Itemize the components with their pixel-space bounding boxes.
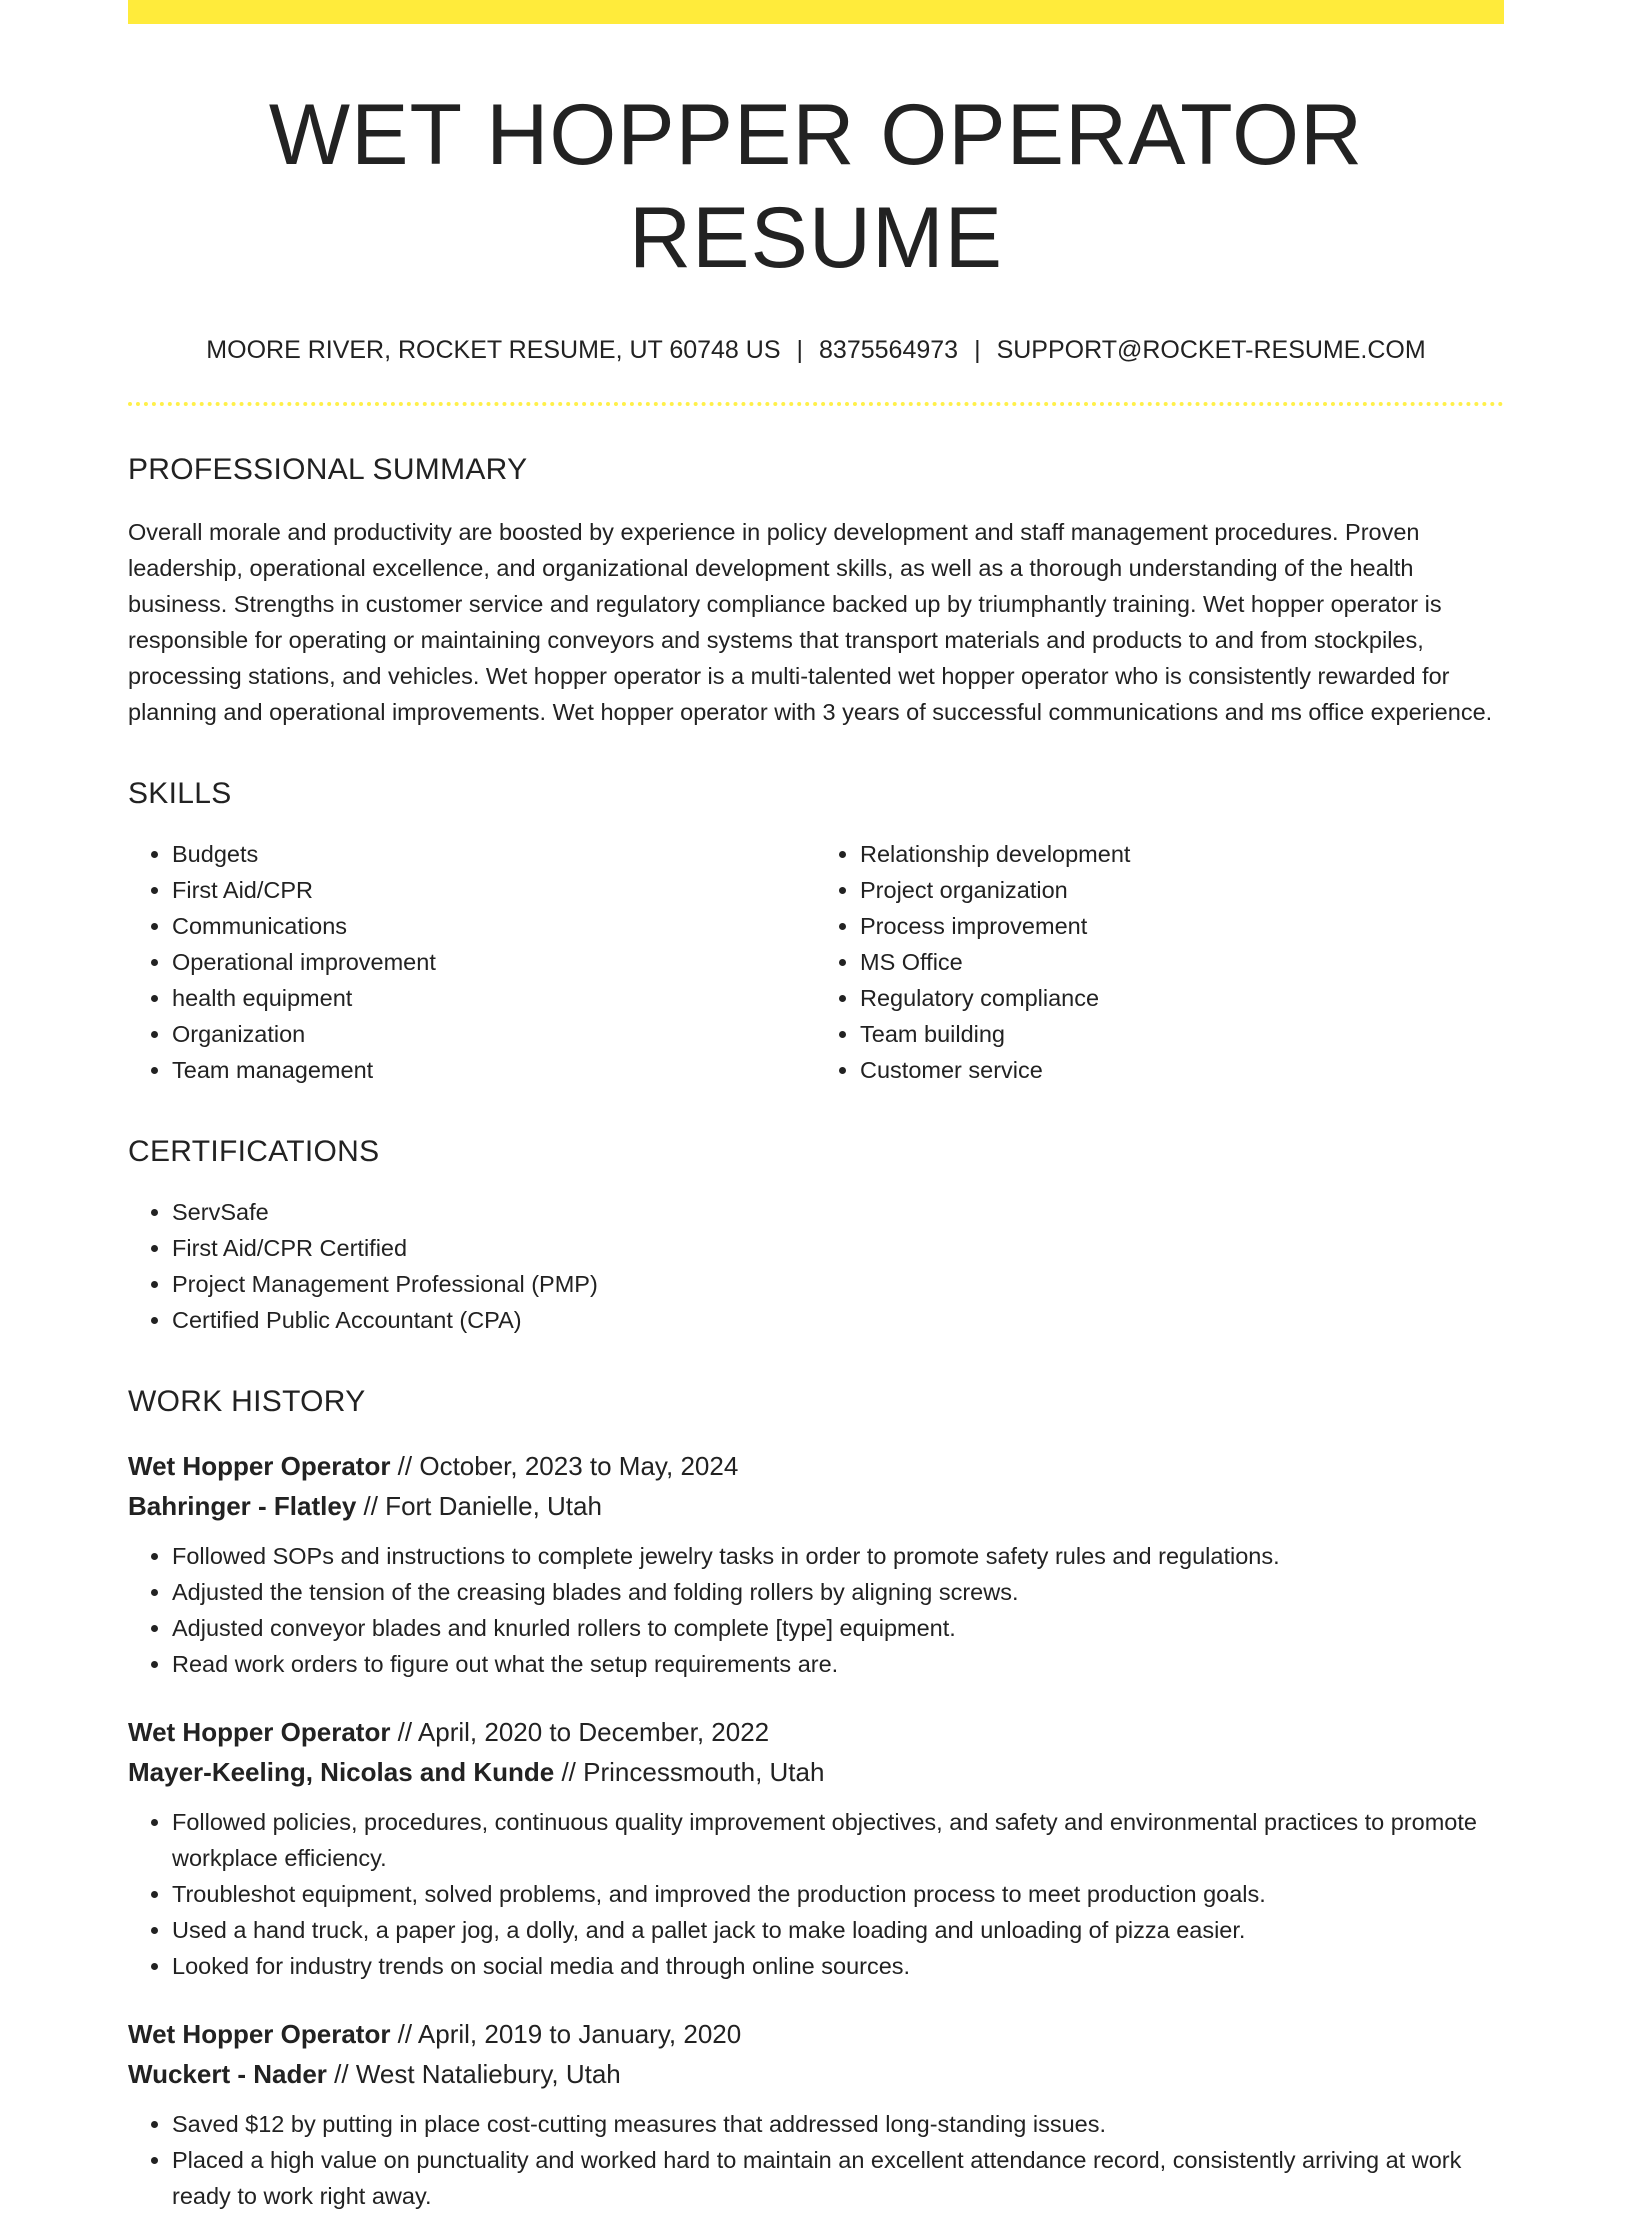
skill-item: • Team building bbox=[860, 1016, 1504, 1052]
job-bullet: • Used a hand truck, a paper jog, a dolly, and a pallet jack to make loading and unloading of pizza easier. bbox=[172, 1912, 1504, 1948]
resume-title: WET HOPPER OPERATOR RESUME bbox=[268, 87, 1364, 287]
contact-address: MOORE RIVER, ROCKET RESUME, UT 60748 US bbox=[206, 336, 781, 365]
job-title: Wet Hopper Operator bbox=[128, 1717, 391, 1748]
contact-separator: | bbox=[796, 336, 804, 365]
skill-item: • Project organization bbox=[860, 872, 1504, 908]
certifications-heading: CERTIFICATIONS bbox=[128, 1135, 380, 1169]
job-title: Wet Hopper Operator bbox=[128, 1451, 391, 1482]
job-company-line bbox=[128, 1752, 1504, 1792]
skill-item: • Regulatory compliance bbox=[860, 980, 1504, 1016]
certification-item: • ServSafe bbox=[172, 1194, 1504, 1230]
certification-item: • Certified Public Accountant (CPA) bbox=[172, 1302, 1504, 1338]
job-location: // Fort Danielle, Utah bbox=[363, 1491, 602, 1522]
job-bullet: • Followed policies, procedures, continuous quality improvement objectives, and safety and environmental practices to promote workplace efficiency. bbox=[172, 1804, 1504, 1876]
contact-email: SUPPORT@ROCKET-RESUME.COM bbox=[996, 336, 1426, 365]
contact-line bbox=[128, 335, 1504, 365]
skill-item: • First Aid/CPR bbox=[172, 872, 816, 908]
job-entry bbox=[128, 1446, 1504, 1682]
job-company: Bahringer - Flatley bbox=[128, 1491, 357, 1522]
job-entry bbox=[128, 2014, 1504, 2214]
job-bullet: • Adjusted the tension of the creasing blades and folding rollers by aligning screws. bbox=[172, 1574, 1504, 1610]
job-location: // Princessmouth, Utah bbox=[561, 1757, 825, 1788]
job-bullet: • Placed a high value on punctuality and worked hard to maintain an excellent attendance record, consistently arriving at work ready to work right away. bbox=[172, 2142, 1504, 2214]
skill-item: • Operational improvement bbox=[172, 944, 816, 980]
skill-item: • Team management bbox=[172, 1052, 816, 1088]
skill-item: • Relationship development bbox=[860, 836, 1504, 872]
job-company: Wuckert - Nader bbox=[128, 2059, 327, 2090]
job-bullets bbox=[128, 2106, 1504, 2214]
skills-column-right bbox=[816, 836, 1504, 1088]
job-company: Mayer-Keeling, Nicolas and Kunde bbox=[128, 1757, 555, 1788]
job-title-line bbox=[128, 1446, 1504, 1486]
certification-item: • Project Management Professional (PMP) bbox=[172, 1266, 1504, 1302]
job-bullet: • Saved $12 by putting in place cost-cutting measures that addressed long-standing issues. bbox=[172, 2106, 1504, 2142]
job-title-line bbox=[128, 2014, 1504, 2054]
skill-item: • MS Office bbox=[860, 944, 1504, 980]
work-history-list bbox=[128, 1446, 1504, 2214]
resume-page bbox=[128, 0, 1504, 2214]
job-dates: // October, 2023 to May, 2024 bbox=[397, 1451, 739, 1482]
job-bullets bbox=[128, 1538, 1504, 1682]
certification-item: • First Aid/CPR Certified bbox=[172, 1230, 1504, 1266]
skill-item: • health equipment bbox=[172, 980, 816, 1016]
job-location: // West Nataliebury, Utah bbox=[334, 2059, 621, 2090]
work-history-heading: WORK HISTORY bbox=[128, 1385, 366, 1419]
skills-heading: SKILLS bbox=[128, 777, 232, 811]
job-entry bbox=[128, 1712, 1504, 1984]
skill-item: • Budgets bbox=[172, 836, 816, 872]
job-company-line bbox=[128, 2054, 1504, 2094]
skills-list bbox=[128, 836, 1504, 1088]
job-title: Wet Hopper Operator bbox=[128, 2019, 391, 2050]
skill-item: • Customer service bbox=[860, 1052, 1504, 1088]
skill-item: • Communications bbox=[172, 908, 816, 944]
contact-phone: 8375564973 bbox=[819, 336, 959, 365]
job-bullet: • Read work orders to figure out what the setup requirements are. bbox=[172, 1646, 1504, 1682]
skill-item: • Organization bbox=[172, 1016, 816, 1052]
job-bullet: • Looked for industry trends on social media and through online sources. bbox=[172, 1948, 1504, 1984]
summary-text: Overall morale and productivity are boosted by experience in policy development and staff management procedures. Proven leadership, operational excellence, and organizational development skills, as well as a thorough understanding of the health business. Strengths in customer service and regulatory compliance backed up by triumphantly training. Wet hopper operator is responsible for operating or maintaining conveyors and systems that transport materials and products to and from stockpiles, processing stations, and vehicles. Wet hopper operator is a multi-talented wet hopper operator who is consistently rewarded for planning and operational improvements. Wet hopper operator with 3 years of successful communications and ms office experience. bbox=[128, 519, 1493, 726]
contact-separator: | bbox=[974, 336, 981, 365]
job-bullets bbox=[128, 1804, 1504, 1984]
certifications-list bbox=[128, 1194, 1504, 1338]
dotted-divider bbox=[128, 402, 1504, 406]
job-title-line bbox=[128, 1712, 1504, 1752]
top-accent-bar bbox=[128, 0, 1504, 24]
job-dates: // April, 2020 to December, 2022 bbox=[397, 1717, 770, 1748]
summary-heading: PROFESSIONAL SUMMARY bbox=[128, 453, 528, 487]
job-bullet: • Followed SOPs and instructions to complete jewelry tasks in order to promote safety rules and regulations. bbox=[172, 1538, 1504, 1574]
job-bullet: • Troubleshot equipment, solved problems, and improved the production process to meet production goals. bbox=[172, 1876, 1504, 1912]
job-bullet: • Adjusted conveyor blades and knurled rollers to complete [type] equipment. bbox=[172, 1610, 1504, 1646]
skill-item: • Process improvement bbox=[860, 908, 1504, 944]
skills-column-left bbox=[128, 836, 816, 1088]
job-company-line bbox=[128, 1486, 1504, 1526]
job-dates: // April, 2019 to January, 2020 bbox=[397, 2019, 742, 2050]
